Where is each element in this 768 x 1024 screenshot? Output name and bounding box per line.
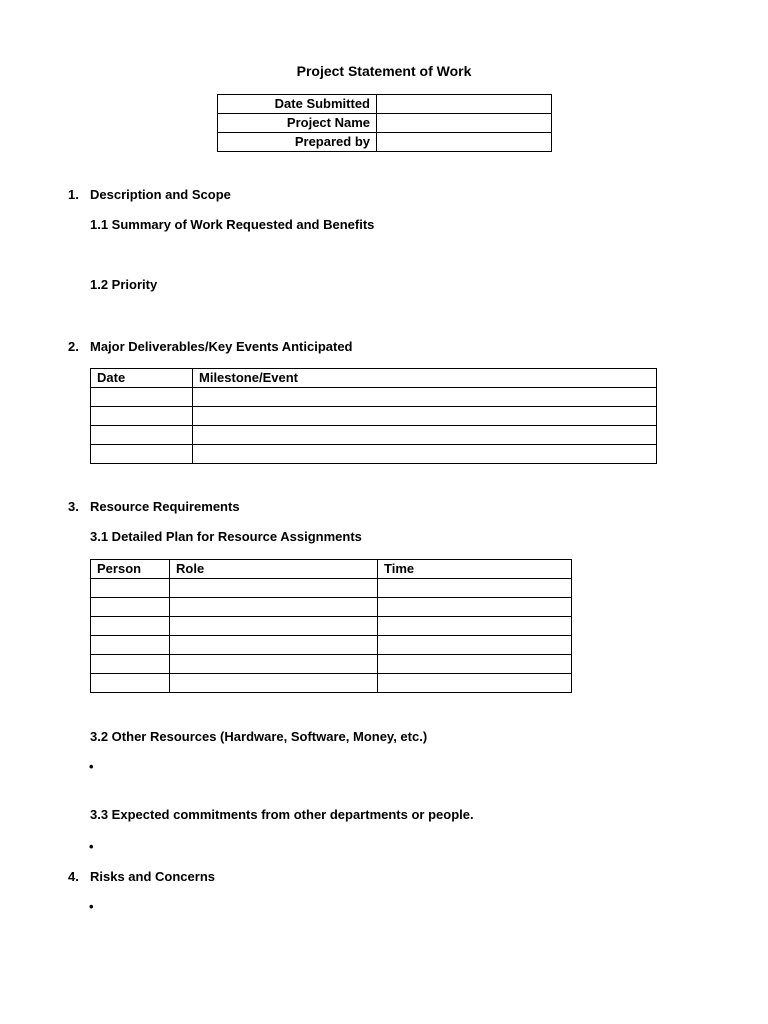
table-cell[interactable]: [170, 655, 378, 674]
subsection-3-2-heading: 3.2 Other Resources (Hardware, Software, Money, etc.): [90, 729, 428, 744]
table-cell[interactable]: [91, 426, 193, 445]
table-cell[interactable]: [91, 579, 170, 598]
column-header-date: Date: [91, 369, 193, 388]
table-cell[interactable]: [378, 674, 572, 693]
bullet-point: •: [89, 839, 94, 854]
table-cell[interactable]: [193, 388, 657, 407]
table-row: [91, 598, 572, 617]
project-info-table: [217, 94, 552, 152]
section-3-heading: Resource Requirements: [90, 499, 240, 514]
table-cell[interactable]: [378, 655, 572, 674]
subsection-3-3-heading: 3.3 Expected commitments from other departments or people.: [90, 807, 474, 822]
project-name-label: Project Name: [218, 114, 377, 133]
section-2-number: 2.: [68, 339, 79, 354]
table-row: [91, 674, 572, 693]
table-row: [91, 617, 572, 636]
table-row: [218, 114, 552, 133]
table-row: [91, 388, 657, 407]
table-row: [91, 655, 572, 674]
subsection-1-2-heading: 1.2 Priority: [90, 277, 158, 292]
table-row: [91, 407, 657, 426]
table-cell[interactable]: [170, 617, 378, 636]
section-3-number: 3.: [68, 499, 79, 514]
section-2-heading: Major Deliverables/Key Events Anticipated: [90, 339, 353, 354]
table-header-row: [91, 560, 572, 579]
table-cell[interactable]: [91, 388, 193, 407]
table-cell[interactable]: [170, 579, 378, 598]
table-cell[interactable]: [170, 636, 378, 655]
section-1-number: 1.: [68, 187, 79, 202]
table-cell[interactable]: [91, 636, 170, 655]
table-cell[interactable]: [91, 655, 170, 674]
section-1-heading: Description and Scope: [90, 187, 231, 202]
table-cell[interactable]: [378, 579, 572, 598]
table-cell[interactable]: [170, 598, 378, 617]
section-4-number: 4.: [68, 869, 79, 884]
table-cell[interactable]: [378, 617, 572, 636]
table-cell[interactable]: [91, 617, 170, 636]
bullet-point: •: [89, 899, 94, 914]
table-row: [91, 445, 657, 464]
table-row: [91, 579, 572, 598]
table-cell[interactable]: [91, 407, 193, 426]
deliverables-table: [90, 368, 657, 464]
column-header-role: Role: [170, 560, 378, 579]
subsection-3-1-heading: 3.1 Detailed Plan for Resource Assignments: [90, 529, 362, 544]
date-submitted-value[interactable]: [377, 95, 552, 114]
table-cell[interactable]: [91, 598, 170, 617]
table-cell[interactable]: [170, 674, 378, 693]
table-row: [91, 426, 657, 445]
table-row: [218, 133, 552, 152]
table-header-row: [91, 369, 657, 388]
table-cell[interactable]: [193, 426, 657, 445]
table-cell[interactable]: [378, 598, 572, 617]
bullet-point: •: [89, 759, 94, 774]
prepared-by-value[interactable]: [377, 133, 552, 152]
section-4-heading: Risks and Concerns: [90, 869, 215, 884]
resource-assignments-table: [90, 559, 572, 693]
table-cell[interactable]: [91, 674, 170, 693]
table-cell[interactable]: [91, 445, 193, 464]
column-header-person: Person: [91, 560, 170, 579]
table-cell[interactable]: [193, 445, 657, 464]
document-title: Project Statement of Work: [296, 63, 472, 79]
table-cell[interactable]: [193, 407, 657, 426]
table-row: [218, 95, 552, 114]
prepared-by-label: Prepared by: [218, 133, 377, 152]
date-submitted-label: Date Submitted: [218, 95, 377, 114]
column-header-milestone: Milestone/Event: [193, 369, 657, 388]
project-name-value[interactable]: [377, 114, 552, 133]
column-header-time: Time: [378, 560, 572, 579]
subsection-1-1-heading: 1.1 Summary of Work Requested and Benefits: [90, 217, 375, 232]
table-cell[interactable]: [378, 636, 572, 655]
table-row: [91, 636, 572, 655]
